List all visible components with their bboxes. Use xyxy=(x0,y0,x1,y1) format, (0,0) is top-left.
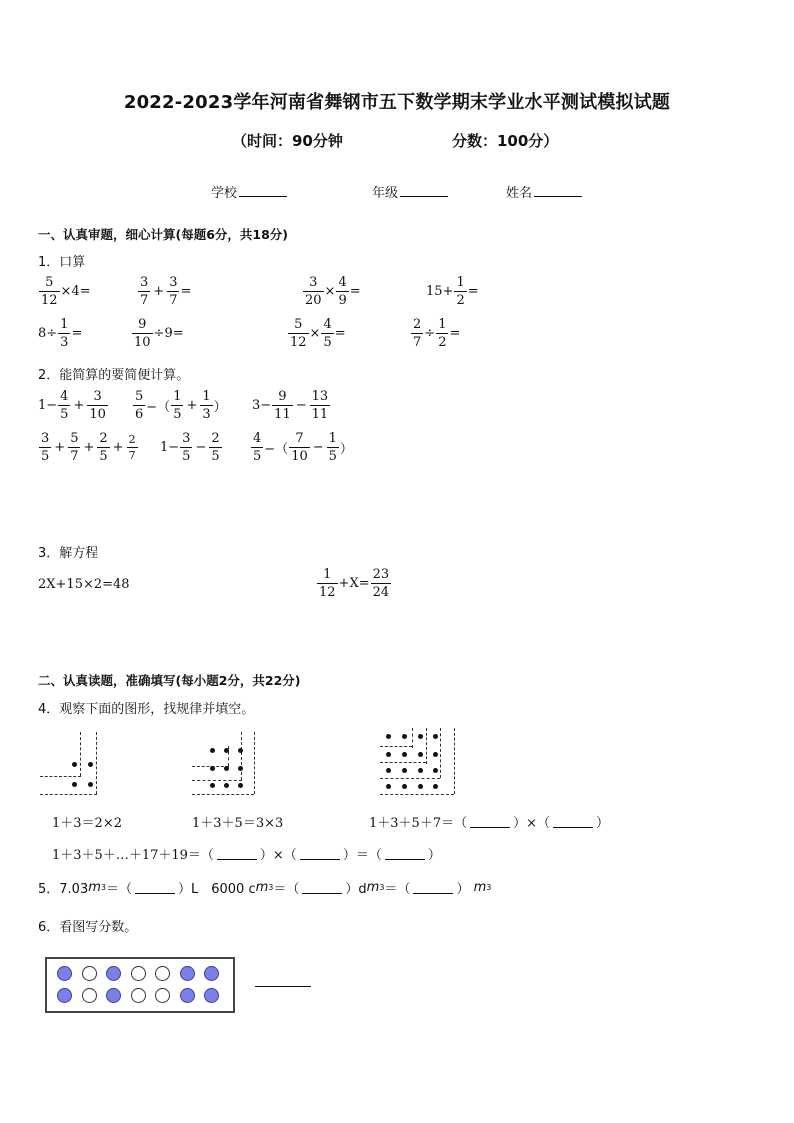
q1-item-7: $\frac{5}{12}$ × $\frac{4}{5}$ = xyxy=(290,317,346,350)
school-field[interactable] xyxy=(211,182,287,201)
answer-blank[interactable] xyxy=(135,881,175,894)
answer-blank[interactable] xyxy=(302,881,342,894)
q1-item-4: 15+ $\frac{1}{2}$ = xyxy=(426,275,479,308)
name-field[interactable] xyxy=(506,182,582,201)
empty-circle xyxy=(131,966,146,981)
filled-circle xyxy=(180,966,195,981)
q3-label: 3．解方程 xyxy=(38,546,99,561)
name-label: 姓名 xyxy=(506,186,533,201)
q4-caption-3: 1＋3＋5＋7＝（ ）×（ ） xyxy=(369,816,610,831)
dot-pattern-4x4 xyxy=(378,726,458,798)
q2-expr-4: 3 5 + $\frac{5}{7}$ + $\frac{2}{5}$ + $\frac{2}{7}$ xyxy=(41,431,136,464)
q1-item-5: 8÷ $\frac{1}{3}$ = xyxy=(38,317,83,350)
q1-label: 1．口算 xyxy=(38,255,86,270)
empty-circle xyxy=(155,966,170,981)
dot-pattern-3x3 xyxy=(190,728,260,798)
q1-item-1: $\frac{5}{12}$ ×4= xyxy=(41,275,91,308)
q1-item-3: $\frac{3}{20}$ × $\frac{4}{9}$ = xyxy=(305,275,361,308)
filled-circle xyxy=(204,988,219,1003)
answer-blank[interactable] xyxy=(217,847,257,860)
filled-circle xyxy=(204,966,219,981)
page-title: 2022-2023学年河南省舞钢市五下数学期末学业水平测试模拟试题 xyxy=(123,92,671,113)
q1-item-8: $\frac{2}{7}$ ÷ $\frac{1}{2}$ = xyxy=(413,317,461,350)
fraction-circle-grid xyxy=(45,957,235,1013)
q2-expr-5: 1− $\frac{3}{5}$ − $\frac{2}{5}$ xyxy=(160,431,220,464)
q2-expr-2: 5 6 −（ 1 5 + $\frac{1}{3}$ ） xyxy=(135,389,227,422)
q6-label: 6．看图写分数。 xyxy=(38,920,138,935)
q4-caption-1: 1＋3＝2×2 xyxy=(52,816,122,831)
q2-expr-3: 3− $\frac{9}{11}$ − $\frac{13}{11}$ xyxy=(252,389,329,422)
answer-blank[interactable] xyxy=(300,847,340,860)
empty-circle xyxy=(131,988,146,1003)
answer-blank[interactable] xyxy=(385,847,425,860)
empty-circle xyxy=(82,966,97,981)
grade-field[interactable] xyxy=(372,182,448,201)
filled-circle xyxy=(57,988,72,1003)
time-label: （时间：90分钟 xyxy=(232,132,343,150)
q2-expr-6: 4 5 −（ 7 10 − $\frac{1}{5}$ ） xyxy=(253,431,353,464)
q3-equation-2: 1 12 +X= $\frac{23}{24}$ xyxy=(319,567,390,600)
q4-line-2: 1＋3＋5＋…＋17＋19＝（ ）×（ ）＝（ ） xyxy=(52,848,441,863)
answer-blank[interactable] xyxy=(413,881,453,894)
answer-line[interactable] xyxy=(255,986,311,987)
grade-label: 年级 xyxy=(372,186,399,201)
q4-caption-2: 1＋3＋5＝3×3 xyxy=(192,816,284,831)
dot-pattern-2x2 xyxy=(38,728,108,798)
q2-label: 2．能简算的要简便计算。 xyxy=(38,368,190,383)
section2-heading: 二、认真读题，准确填写(每小题2分，共22分) xyxy=(38,673,301,688)
answer-blank[interactable] xyxy=(470,815,510,828)
school-label: 学校 xyxy=(211,186,238,201)
q3-equation-1: 2X+15×2=48 xyxy=(38,577,130,592)
score-label: 分数：100分） xyxy=(452,132,559,150)
q4-label: 4．观察下面的图形，找规律并填空。 xyxy=(38,702,255,717)
answer-blank[interactable] xyxy=(553,815,593,828)
filled-circle xyxy=(57,966,72,981)
q2-expr-1: 1− $\frac{4}{5}$ + $\frac{3}{10}$ xyxy=(38,389,106,422)
empty-circle xyxy=(82,988,97,1003)
empty-circle xyxy=(155,988,170,1003)
filled-circle xyxy=(106,966,121,981)
q1-item-6: $\frac{9}{10}$ ÷9= xyxy=(134,317,184,350)
q5-line: 5．7.03 m 3 ＝（ ）L 6000 c m 3 ＝（ ）d m 3 ＝（ ） m 3 xyxy=(38,880,492,897)
q1-item-2: 3 7 + $\frac{3}{7}$ = xyxy=(140,275,192,308)
filled-circle xyxy=(180,988,195,1003)
section1-heading: 一、认真审题，细心计算(每题6分，共18分) xyxy=(38,227,289,242)
filled-circle xyxy=(106,988,121,1003)
